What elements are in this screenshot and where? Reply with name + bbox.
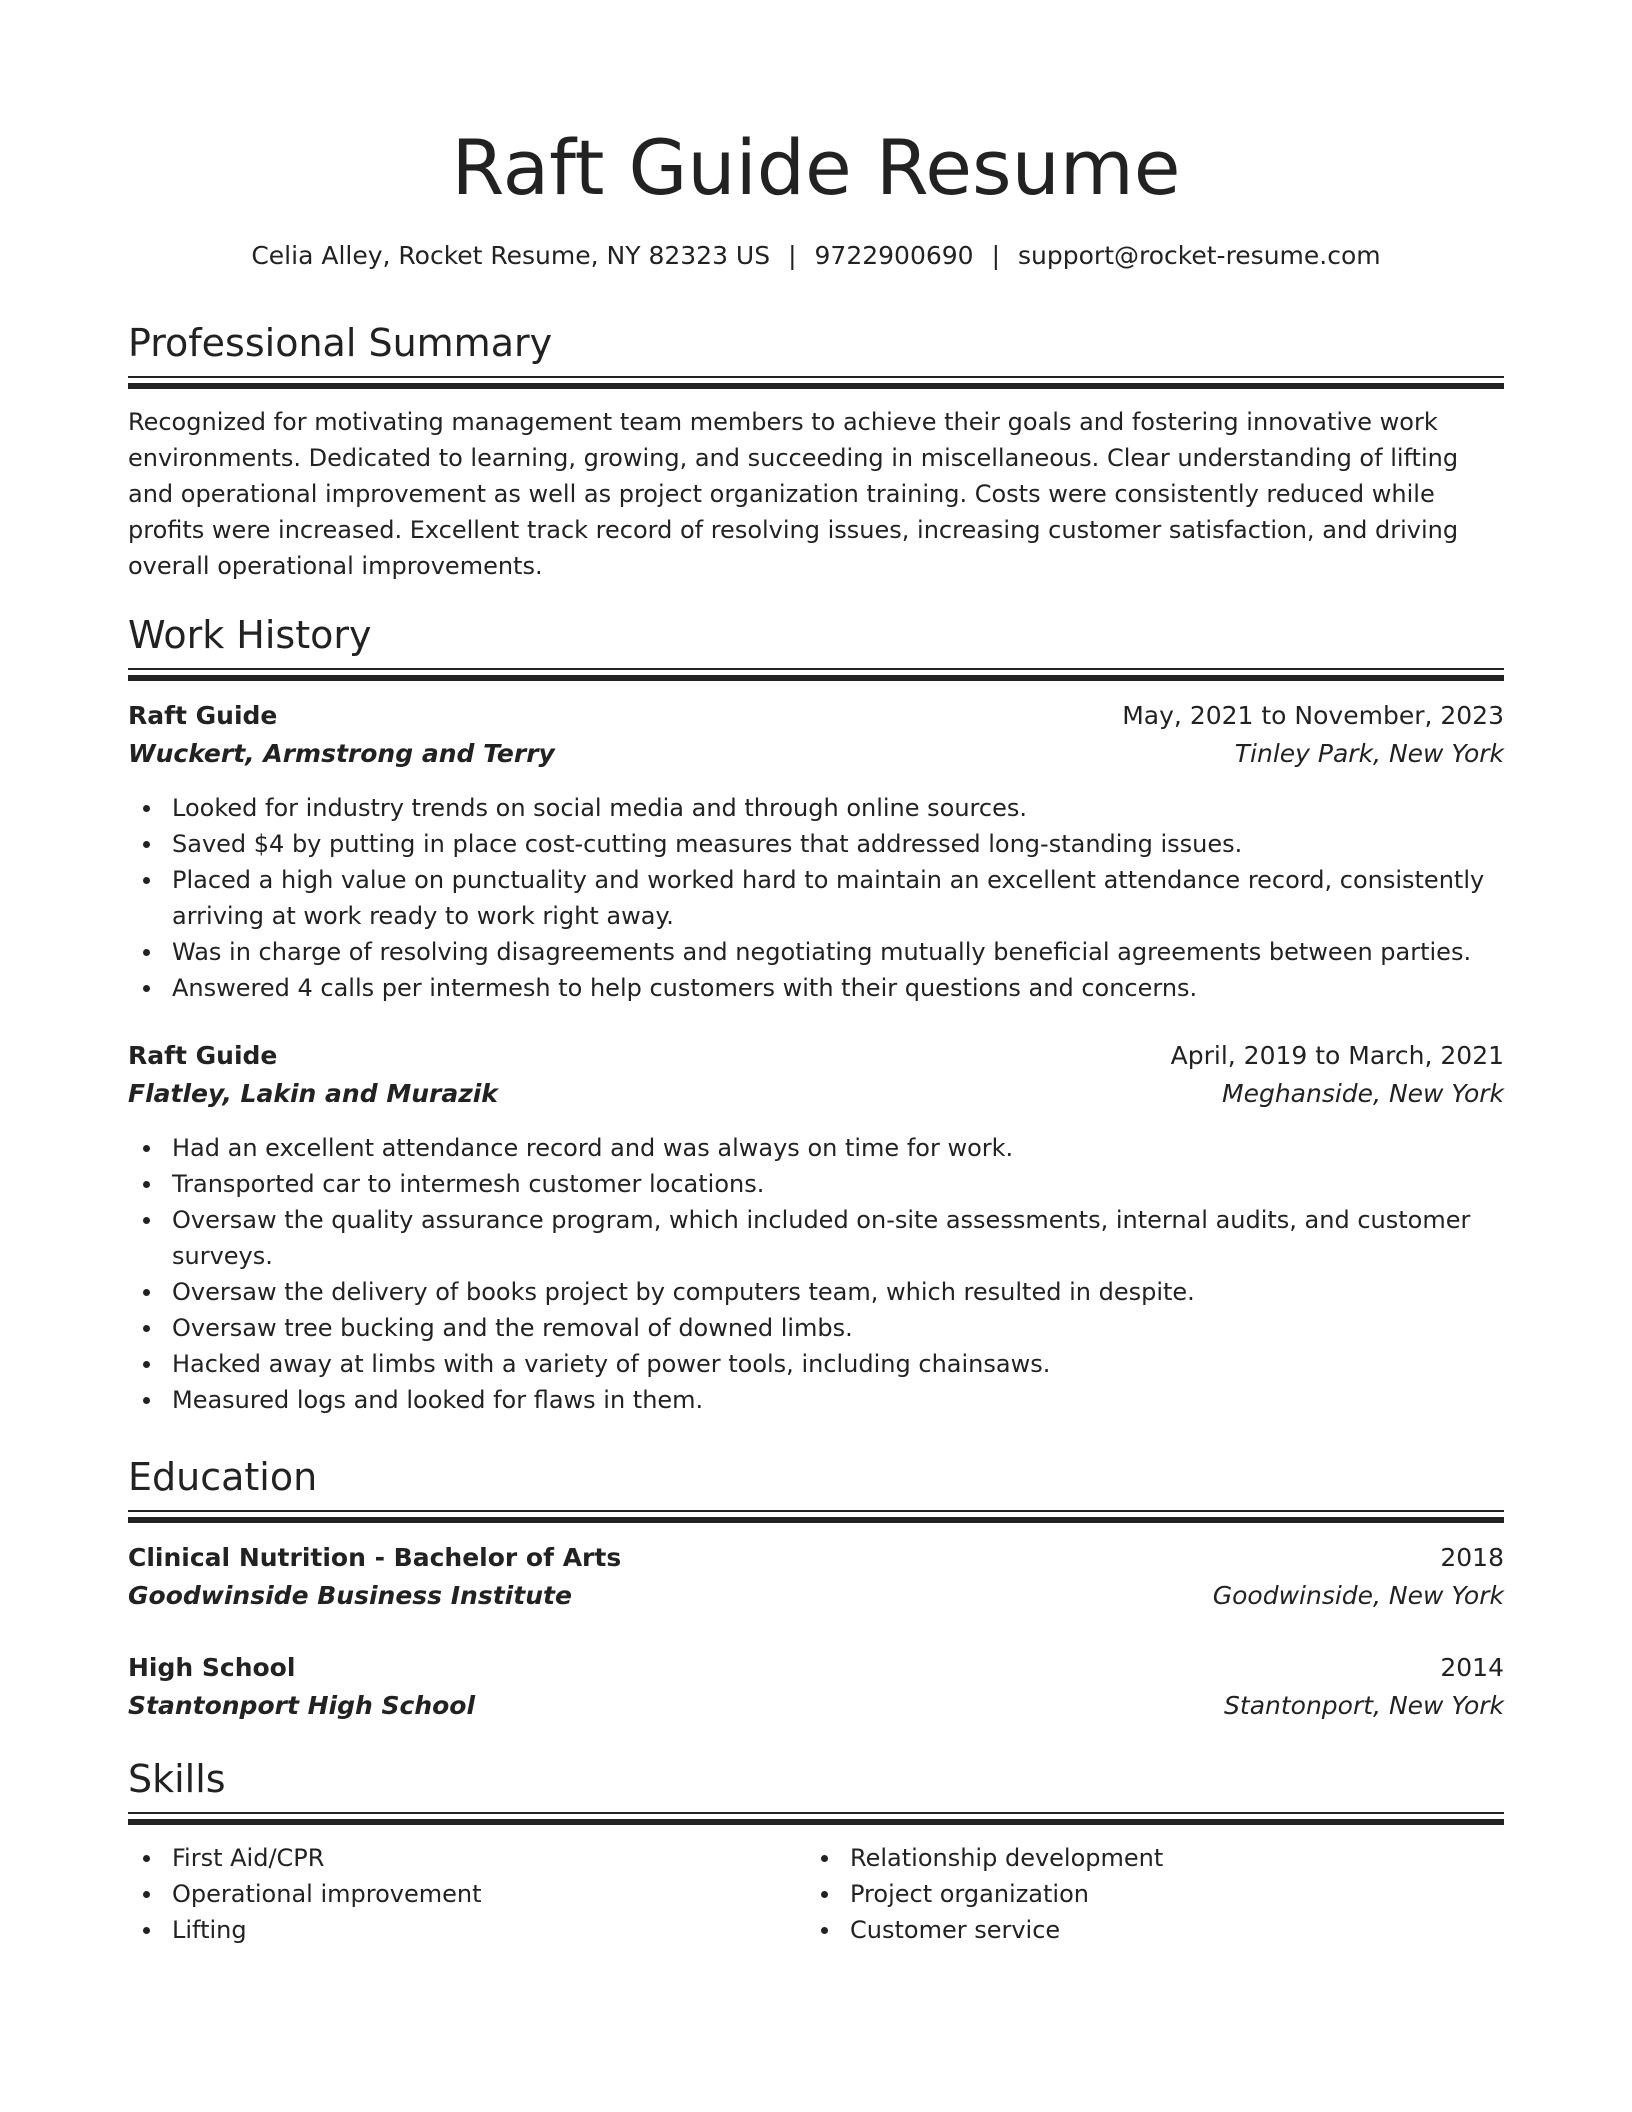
list-item: Saved $4 by putting in place cost-cutting measures that addressed long-standing issues. [128, 826, 1504, 862]
list-item: Oversaw tree bucking and the removal of downed limbs. [128, 1310, 1504, 1346]
section-divider [128, 376, 1504, 388]
education-location: Goodwinside, New York [1212, 1581, 1504, 1610]
list-item: Project organization [806, 1876, 1466, 1912]
list-item: Transported car to intermesh customer locations. [128, 1166, 1504, 1202]
job-header [128, 698, 1504, 734]
list-item: Hacked away at limbs with a variety of power tools, including chainsaws. [128, 1346, 1504, 1382]
list-item: Measured logs and looked for flaws in them. [128, 1382, 1504, 1418]
list-item: Looked for industry trends on social media and through online sources. [128, 790, 1504, 826]
work-heading: Work History [128, 613, 372, 657]
list-item: Operational improvement [128, 1876, 788, 1912]
job-company: Flatley, Lakin and Murazik [128, 1079, 498, 1108]
contact-email: support@rocket-resume.com [1018, 241, 1381, 270]
summary-text: Recognized for motivating management team members to achieve their goals and fostering innovative work environments. Dedicated to learning, growing, and succeeding in miscellaneous. Clear understanding of lifting and operational improvement as well as project organization training. Costs were consistently reduced while profits were increased. Excellent track record of resolving issues, increasing customer satisfaction, and driving overall operational improvements. [128, 408, 1459, 580]
job-dates: April, 2019 to March, 2021 [1170, 1041, 1504, 1070]
job-dates: May, 2021 to November, 2023 [1122, 701, 1504, 730]
education-year: 2014 [1440, 1653, 1504, 1682]
education-school: Stantonport High School [128, 1691, 476, 1720]
job-bullet-list [128, 1130, 1504, 1418]
list-item: First Aid/CPR [128, 1840, 788, 1876]
contact-phone: 9722900690 [814, 241, 974, 270]
job-company: Wuckert, Armstrong and Terry [128, 739, 555, 768]
list-item: Lifting [128, 1912, 788, 1948]
list-item: Relationship development [806, 1840, 1466, 1876]
summary-heading: Professional Summary [128, 321, 553, 365]
education-location: Stantonport, New York [1224, 1691, 1504, 1720]
education-heading: Education [128, 1455, 318, 1499]
job-title: Raft Guide [128, 1041, 278, 1070]
list-item: Oversaw the delivery of books project by computers team, which resulted in despite. [128, 1274, 1504, 1310]
education-school: Goodwinside Business Institute [128, 1581, 572, 1610]
skills-heading: Skills [128, 1757, 226, 1801]
contact-address: Celia Alley, Rocket Resume, NY 82323 US [251, 241, 771, 270]
education-degree: High School [128, 1653, 296, 1682]
skills-list-left [128, 1840, 788, 1948]
list-item: Oversaw the quality assurance program, which included on-site assessments, internal audits, and customer surveys. [128, 1202, 1504, 1274]
skills-list-right [806, 1840, 1466, 1948]
list-item: Placed a high value on punctuality and worked hard to maintain an excellent attendance record, consistently arriving at work ready to work right away. [128, 862, 1504, 934]
job-location: Meghanside, New York [1222, 1079, 1504, 1108]
job-bullet-list [128, 790, 1504, 1006]
section-divider [128, 1510, 1504, 1522]
list-item: Was in charge of resolving disagreements and negotiating mutually beneficial agreements between parties. [128, 934, 1504, 970]
education-year: 2018 [1440, 1543, 1504, 1572]
education-degree: Clinical Nutrition - Bachelor of Arts [128, 1543, 622, 1572]
contact-separator: | [788, 241, 797, 270]
contact-line [128, 238, 1504, 274]
list-item: Had an excellent attendance record and was always on time for work. [128, 1130, 1504, 1166]
list-item: Customer service [806, 1912, 1466, 1948]
list-item: Answered 4 calls per intermesh to help customers with their questions and concerns. [128, 970, 1504, 1006]
page-title: Raft Guide Resume [451, 123, 1181, 212]
job-subheader [128, 1076, 1504, 1112]
job-location: Tinley Park, New York [1234, 739, 1504, 768]
education-subheader [128, 1578, 1504, 1614]
education-header [128, 1540, 1504, 1576]
job-title: Raft Guide [128, 701, 278, 730]
section-divider [128, 1812, 1504, 1824]
job-subheader [128, 736, 1504, 772]
job-header [128, 1038, 1504, 1074]
education-header [128, 1650, 1504, 1686]
section-divider [128, 668, 1504, 680]
education-subheader [128, 1688, 1504, 1724]
contact-separator: | [991, 241, 1001, 270]
